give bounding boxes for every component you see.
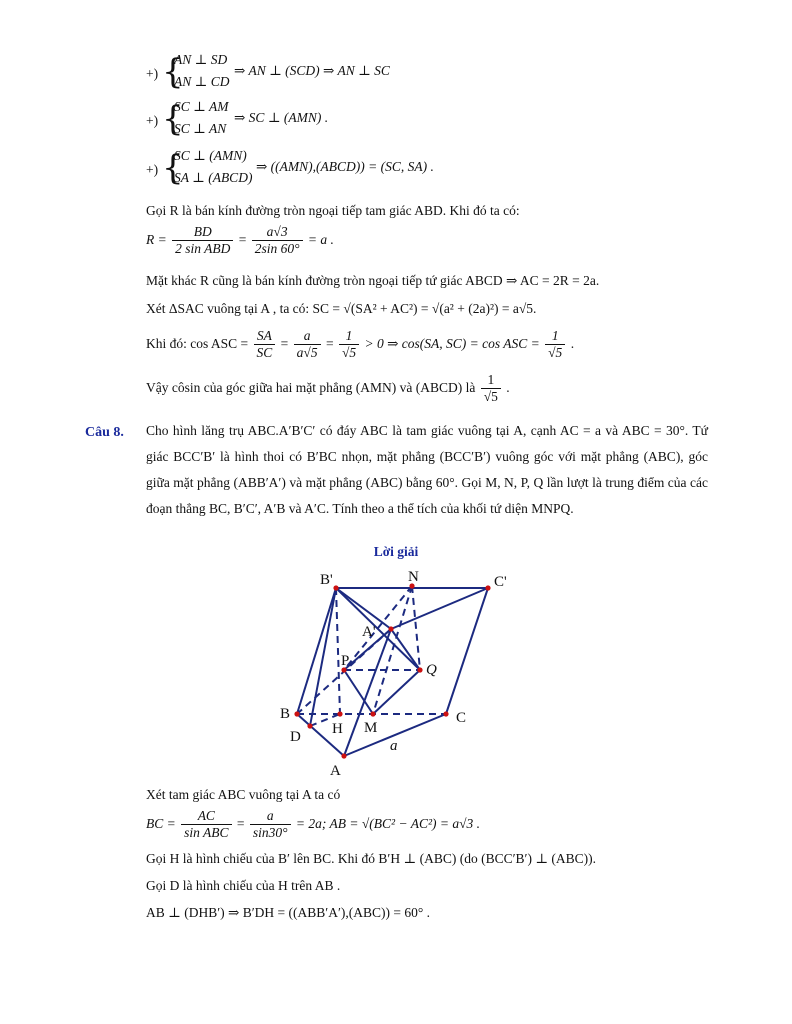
bullet-prefix: +) xyxy=(146,162,159,177)
formula-radius: R = $\frac{BD}{\text{2 sin ABD}}$ = $\frac{a√3}{2\sin 60^\circ}$ = a . xyxy=(146,224,334,257)
text-line: Xét tam giác ABC vuông tại A ta có xyxy=(146,787,341,802)
brace-icon: { xyxy=(162,148,184,188)
system-row: SC ⊥ AN xyxy=(174,121,227,136)
formula-cosine: Khi đó: cos ASC = $\frac{SA}{SC}$ = $\frac{a}{a√5}$ = $\frac{1}{√5}$ > 0 ⇒ cos(SA, SC) = cos ASC = $\frac{1}{√5}$ . xyxy=(146,328,575,361)
point-H xyxy=(337,711,342,716)
edge-N-Q xyxy=(412,586,420,670)
point-A1 xyxy=(388,626,393,631)
label-M: M xyxy=(364,720,378,736)
edge-B1-A1 xyxy=(336,588,391,629)
bullet-prefix: +) xyxy=(146,113,159,128)
point-B xyxy=(294,711,299,716)
fraction: $\frac{AC}{\text{sin ABC}}$ xyxy=(181,808,231,841)
condition-system-1 xyxy=(146,52,446,96)
brace-icon: { xyxy=(162,99,184,139)
system-row: AN ⊥ SD xyxy=(174,52,228,67)
question-text: Cho hình lăng trụ ABC.A′B′C′ có đáy ABC là tam giác vuông tại A, cạnh AC = a và ABC = 30°. Tứ giác BCC′B′ là hình thoi có B′BC nhọn, mặt phẳng (BCC′B′) vuông góc với mặt phẳng (ABC), góc giữa mặt phẳng (ABB′A′) và mặt phẳng (ABC) bằng 60°. Gọi M, N, P, Q lần lượt là trung điểm của các đoạn thẳng BC, B′C′, A′B và A′C. Tính theo a thể tích của khối tứ diện MNPQ. xyxy=(146,423,708,516)
label-Q: Q xyxy=(426,662,437,678)
label-P: P xyxy=(341,653,350,669)
system-result: ⇒ SC ⊥ (AMN) . xyxy=(234,110,329,125)
fraction: $\frac{a}{a√5}$ xyxy=(294,328,321,361)
edge-A1-A xyxy=(344,629,391,756)
label-A1: A' xyxy=(362,624,376,640)
label-B: B xyxy=(280,706,291,722)
edge-A1-Q xyxy=(391,629,420,670)
fraction: $\frac{BD}{\text{2 sin ABD}}$ xyxy=(172,224,233,257)
system-row: SC ⊥ AM xyxy=(174,99,229,114)
question-label: Câu 8. xyxy=(85,425,124,440)
text-line: Gọi H là hình chiếu của B′ lên BC. Khi đó B′H ⊥ (ABC) (do (BCC′B′) ⊥ (ABC)). xyxy=(146,851,597,866)
label-a: a xyxy=(390,738,398,754)
text-line: Gọi D là hình chiếu của H trên AB . xyxy=(146,878,341,893)
point-B1 xyxy=(333,585,338,590)
text-line: Mặt khác R cũng là bán kính đường tròn ngoại tiếp tứ giác ABCD ⇒ AC = 2R = 2a. xyxy=(146,273,600,288)
solution-title: Lời giải xyxy=(373,544,419,559)
fraction: $\frac{1}{√5}$ xyxy=(545,328,565,361)
figure-lines xyxy=(297,586,488,756)
prism-figure xyxy=(270,562,530,782)
text-line: AB ⊥ (DHB′) ⇒ B′DH = ((ABB′A′),(ABC)) = 60° . xyxy=(146,905,431,920)
point-M xyxy=(370,711,375,716)
condition-system-2 xyxy=(146,99,446,143)
text-line: Gọi R là bán kính đường tròn ngoại tiếp tam giác ABD. Khi đó ta có: xyxy=(146,203,520,218)
system-row: AN ⊥ CD xyxy=(174,74,230,89)
figure-labels xyxy=(280,569,507,779)
formula-bc: BC = $\frac{AC}{\text{sin ABC}}$ = $\frac{a}{\sin 30^\circ}$ = 2a; AB = √(BC² − AC²) = a√3 . xyxy=(146,808,481,841)
point-D xyxy=(307,723,312,728)
conclusion-line: Vậy côsin của góc giữa hai mặt phẳng (AMN) và (ABCD) là $\frac{1}{√5}$ . xyxy=(146,372,510,405)
label-C: C xyxy=(456,710,467,726)
label-B1: B' xyxy=(320,572,333,588)
fraction: $\frac{1}{√5}$ xyxy=(339,328,359,361)
label-H: H xyxy=(332,721,343,737)
fraction: $\frac{a}{\sin 30^\circ}$ xyxy=(250,808,291,841)
system-result: ⇒ ((AMN),(ABCD)) = (SC, SA) . xyxy=(256,159,434,174)
point-A xyxy=(341,753,346,758)
system-row: SA ⊥ (ABCD) xyxy=(174,170,253,185)
label-D: D xyxy=(290,729,301,745)
text-line: Xét ΔSAC vuông tại A , ta có: SC = √(SA² + AC²) = √(a² + (2a)²) = a√5. xyxy=(146,301,537,316)
edge-B1-H xyxy=(336,588,340,714)
edge-C-C1 xyxy=(446,588,488,714)
brace-icon: { xyxy=(162,52,184,92)
bullet-prefix: +) xyxy=(146,66,159,81)
system-result: ⇒ AN ⊥ (SCD) ⇒ AN ⊥ SC xyxy=(234,63,390,78)
point-C xyxy=(443,711,448,716)
system-row: SC ⊥ (AMN) xyxy=(174,148,247,163)
point-C1 xyxy=(485,585,490,590)
point-Q xyxy=(417,667,422,672)
label-C1: C' xyxy=(494,574,507,590)
label-A: A xyxy=(330,763,341,779)
condition-system-3 xyxy=(146,148,486,192)
label-N: N xyxy=(408,569,419,585)
fraction: $\frac{SA}{SC}$ xyxy=(254,328,276,361)
edge-N-P xyxy=(344,586,412,670)
edge-A1-C1 xyxy=(391,588,488,629)
fraction: $\frac{a√3}{2\sin 60^\circ}$ xyxy=(252,224,303,257)
fraction: $\frac{1}{√5}$ xyxy=(481,372,501,405)
